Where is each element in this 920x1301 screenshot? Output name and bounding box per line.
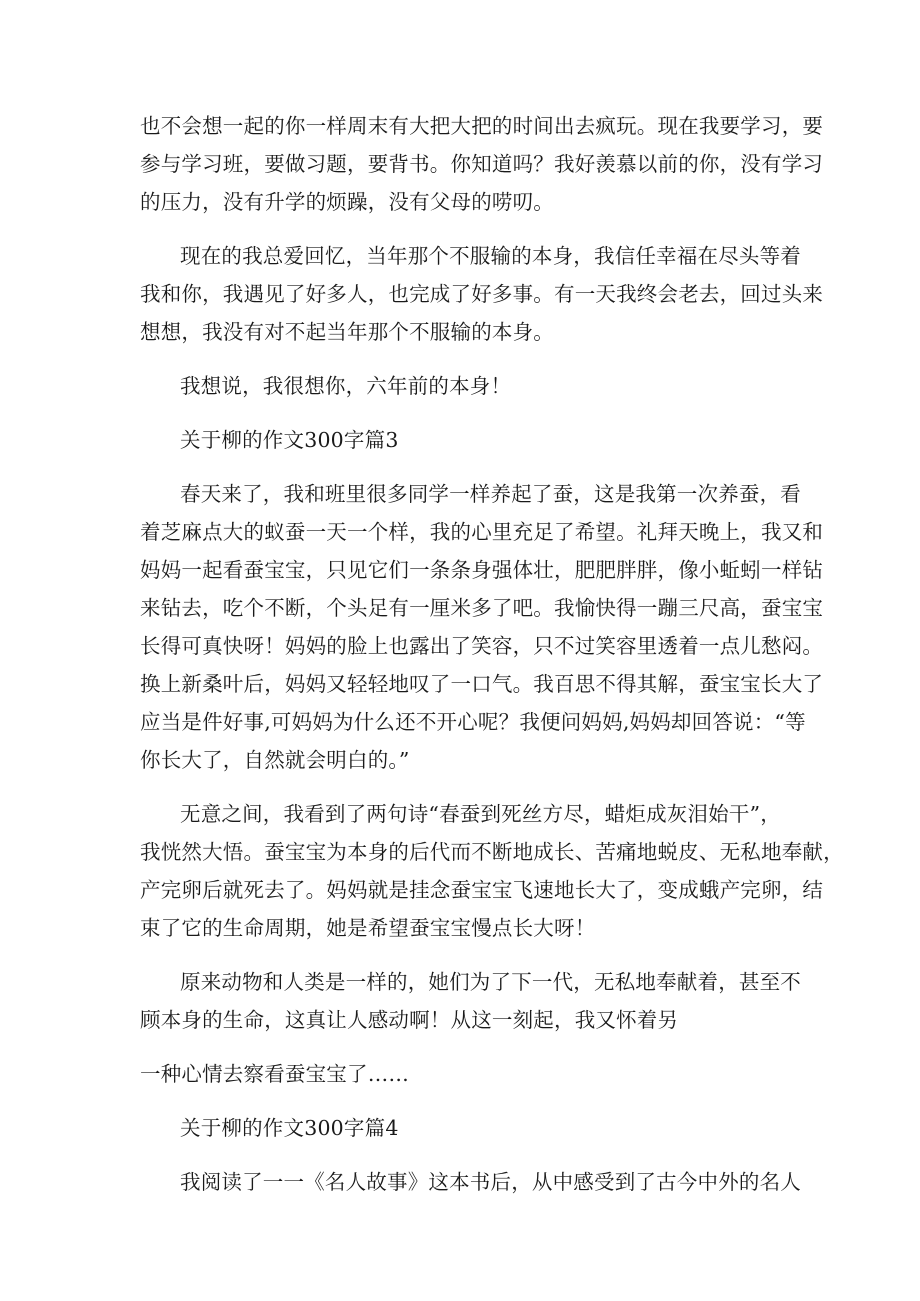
text-line: 原来动物和人类是一样的，她们为了下一代，无私地奉献着，甚至不 bbox=[180, 970, 801, 994]
text-line: 我恍然大悟。蚕宝宝为本身的后代而不断地成长、苦痛地蜕皮、无私地奉献， bbox=[140, 840, 844, 864]
text-line: 想想，我没有对不起当年那个不服输的本身。 bbox=[140, 320, 554, 344]
text-line: 产完卵后就死去了。妈妈就是挂念蚕宝宝飞速地长大了，变成蛾产完卵，结 bbox=[140, 878, 824, 902]
text-line: 顾本身的生命，这真让人感动啊！从这一刻起，我又怀着另 bbox=[140, 1008, 679, 1032]
section-heading: 关于柳的作文300字篇3 bbox=[180, 428, 399, 452]
text-line: 束了它的生命周期，她是希望蚕宝宝慢点长大呀！ bbox=[140, 916, 596, 940]
text-line: 一种心情去察看蚕宝宝了…… bbox=[140, 1062, 410, 1086]
text-line: 无意之间，我看到了两句诗“春蚕到死丝方尽，蜡炬成灰泪始干”， bbox=[180, 802, 781, 826]
text-line: 长得可真快呀！妈妈的脸上也露出了笑容，只不过笑容里透着一点儿愁闷。 bbox=[140, 634, 824, 658]
text-line: 春天来了，我和班里很多同学一样养起了蚕，这是我第一次养蚕，看 bbox=[180, 482, 801, 506]
text-line: 应当是件好事,可妈妈为什么还不开心呢？我便问妈妈,妈妈却回答说：“等 bbox=[140, 710, 806, 734]
text-line: 也不会想一起的你一样周末有大把大把的时间出去疯玩。现在我要学习，要 bbox=[140, 114, 824, 138]
text-line: 的压力，没有升学的烦躁，没有父母的唠叨。 bbox=[140, 190, 554, 214]
text-line: 来钻去，吃个不断，个头足有一厘米多了吧。我愉快得一蹦三尺高，蚕宝宝 bbox=[140, 596, 824, 620]
text-line: 我阅读了一一《名人故事》这本书后，从中感受到了古今中外的名人 bbox=[180, 1170, 801, 1194]
text-line: 我想说，我很想你，六年前的本身！ bbox=[180, 374, 512, 398]
section-heading: 关于柳的作文300字篇4 bbox=[180, 1116, 399, 1140]
text-line: 现在的我总爱回忆，当年那个不服输的本身，我信任幸福在尽头等着 bbox=[180, 244, 801, 268]
text-line: 着芝麻点大的蚁蚕一天一个样，我的心里充足了希望。礼拜天晚上，我又和 bbox=[140, 520, 824, 544]
text-line: 换上新桑叶后，妈妈又轻轻地叹了一口气。我百思不得其解，蚕宝宝长大了 bbox=[140, 672, 824, 696]
text-line: 参与学习班，要做习题，要背书。你知道吗？我好羡慕以前的你，没有学习 bbox=[140, 152, 824, 176]
text-line: 我和你，我遇见了好多人，也完成了好多事。有一天我终会老去，回过头来 bbox=[140, 282, 824, 306]
text-line: 妈妈一起看蚕宝宝，只见它们一条条身强体壮，肥肥胖胖，像小蚯蚓一样钻 bbox=[140, 558, 824, 582]
text-line: 你长大了，自然就会明白的。” bbox=[140, 748, 410, 772]
